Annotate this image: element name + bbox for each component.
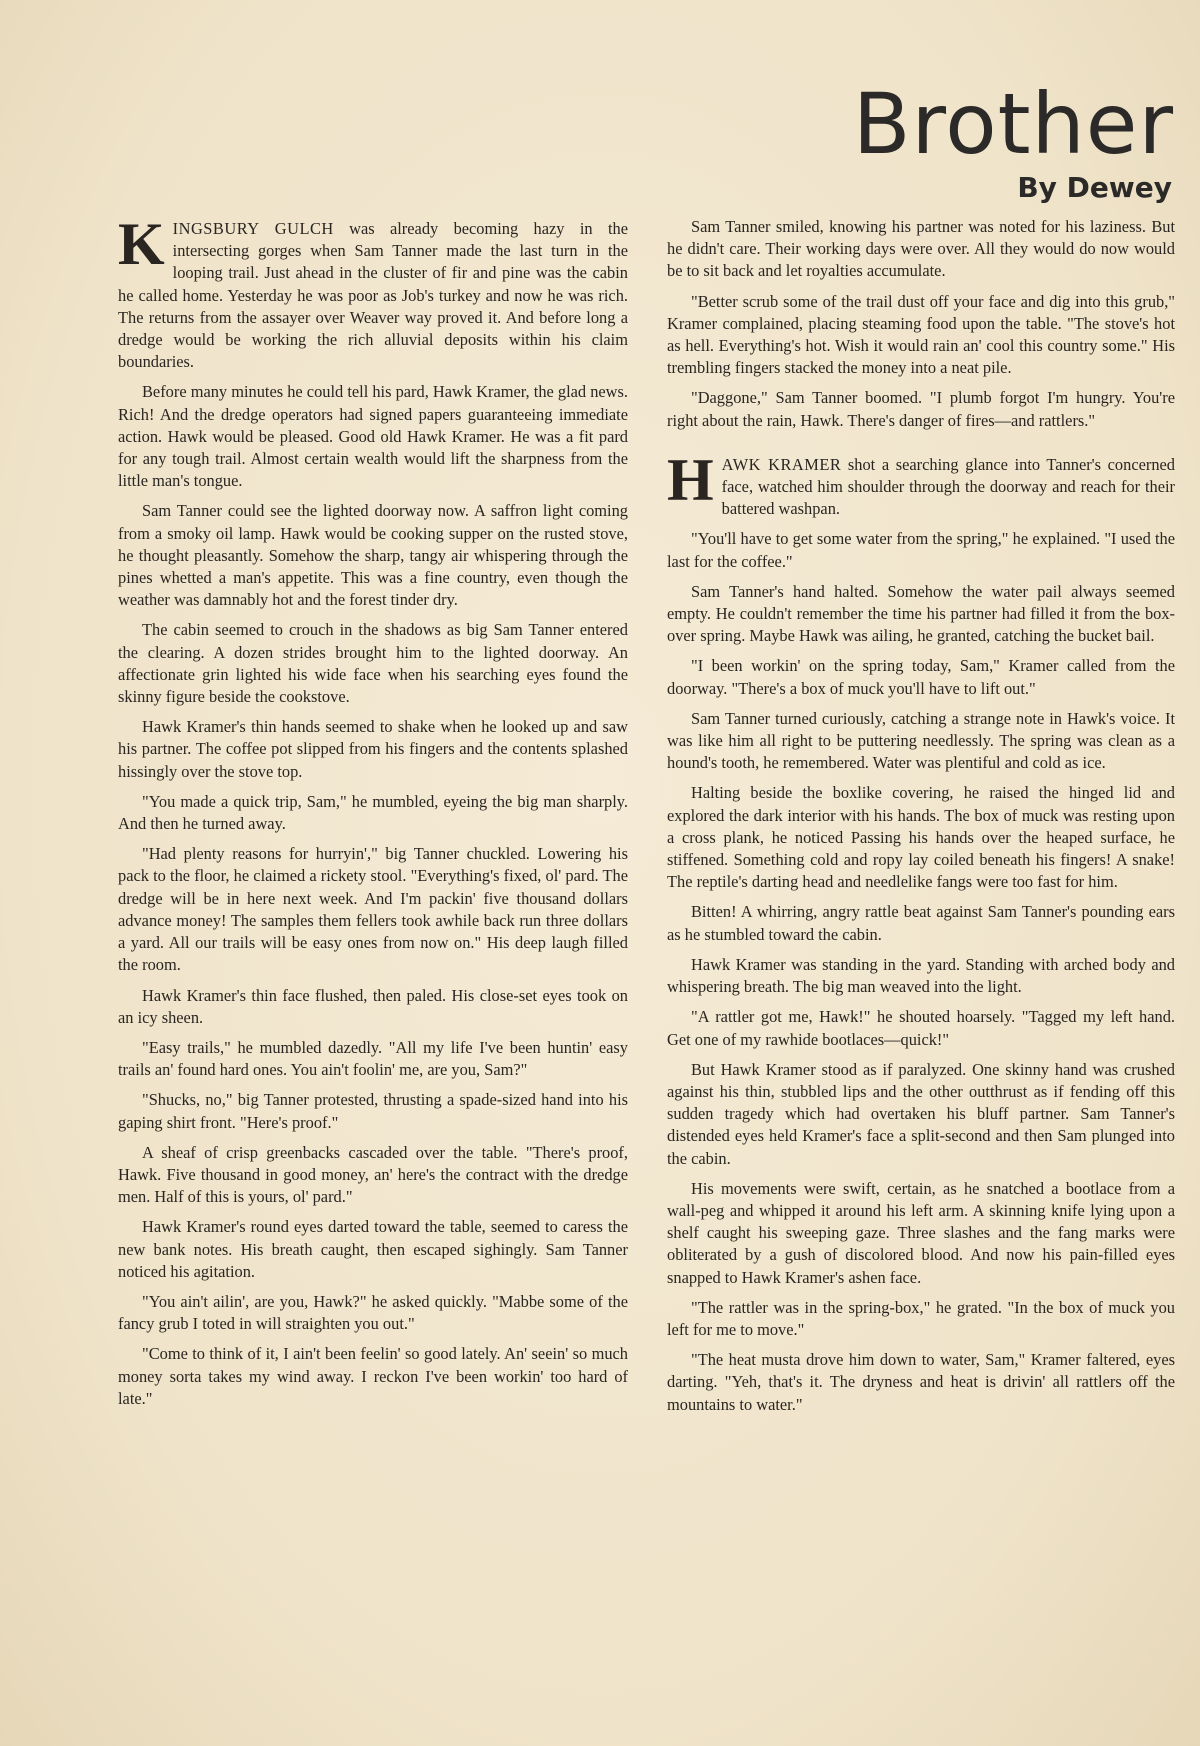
opening-paragraph	[118, 211, 628, 373]
paragraph: The cabin seemed to crouch in the shadows as big Sam Tanner entered the clearing. A dozen strides brought him to the lighted doorway. An affectionate grin lighted his wide face when his searching eyes found the skinny figure beside the cookstove.	[118, 620, 628, 707]
paragraph: Hawk Kramer's thin face flushed, then paled. His close-set eyes took on an icy sheen.	[118, 985, 628, 1027]
section-opening-paragraph	[667, 446, 1175, 521]
drop-cap-letter: H	[667, 446, 714, 513]
paragraph: Bitten! A whirring, angry rattle beat against Sam Tanner's pounding ears as he stumbled toward the cabin.	[667, 902, 1175, 944]
paragraph: "Easy trails," he mumbled dazedly. "All my life I've been huntin' easy trails an' found hard ones. You ain't foolin' me, are you, Sam?"	[118, 1037, 628, 1080]
section-break	[667, 440, 1175, 454]
paragraph: His movements were swift, certain, as he snatched a bootlace from a wall-peg and whipped it around his left arm. A skinning knife lying upon a shelf caught his sweeping gaze. Three slashes and the fang marks were obliterated by a gush of discolored blood. And now his pain-filled eyes snapped to Hawk Kramer's ashen face.	[667, 1178, 1175, 1287]
right-text-column	[667, 216, 1175, 1424]
paragraph-text: shot a searching glance into Tanner's concerned face, watched him shoulder through the doorway and reach for their battered washpan.	[721, 454, 1175, 519]
drop-cap-letter: K	[118, 211, 165, 277]
lead-in-words: INGSBURY GULCH	[172, 219, 334, 238]
paragraph: Sam Tanner could see the lighted doorway now. A saffron light coming from a smoky oil lamp. Hawk would be cooking supper on the rusted stove, he thought pleasantly. Somehow the sharp, tangy air whispering through the pines whetted a man's appetite. This was a fine country, even though the weather was damnably hot and the forest tinder dry.	[118, 501, 628, 610]
paragraph: "Better scrub some of the trail dust off your face and dig into this grub," Kramer complained, placing steaming food upon the table. "The stove's hot as hell. Everything's hot. Wish it would rain an' cool this country some." His trembling fingers stacked the money into a neat pile.	[667, 291, 1175, 378]
lead-in-words: AWK KRAMER	[721, 454, 842, 474]
author-byline: By Dewey	[1017, 171, 1172, 204]
paragraph: Hawk Kramer was standing in the yard. Standing with arched body and whispering breath. The big man weaved into the light.	[667, 954, 1175, 997]
paragraph: "You made a quick trip, Sam," he mumbled, eyeing the big man sharply. And then he turned away.	[118, 791, 628, 834]
paragraph: But Hawk Kramer stood as if paralyzed. One skinny hand was crushed against his thin, stubbled lips and the other outthrust as if fending off this sudden tragedy which had overtaken his bluff partner. Sam Tanner's distended eyes held Kramer's face a split-second and then Sam plunged into the cabin.	[667, 1059, 1175, 1168]
paragraph: Sam Tanner's hand halted. Somehow the water pail always seemed empty. He couldn't remember the time his partner had filled it from the box-over spring. Maybe Hawk was ailing, he granted, catching the bucket bail.	[667, 581, 1175, 646]
paragraph: Hawk Kramer's thin hands seemed to shake when he looked up and saw his partner. The coffee pot slipped from his fingers and the contents splashed hissingly over the stove top.	[118, 717, 628, 781]
paragraph: "Had plenty reasons for hurryin'," big Tanner chuckled. Lowering his pack to the floor, he claimed a rickety stool. "Everything's fixed, ol' pard. The dredge will be in here next week. And I'm packin' five thousand dollars advance money! The samples them fellers took awhile back run three dollars a yard. All our trails will be easy ones from now on." His deep laugh filled the room.	[118, 844, 628, 975]
paragraph: "I been workin' on the spring today, Sam," Kramer called from the doorway. "There's a box of muck you'll have to lift out."	[667, 656, 1175, 698]
paragraph: Hawk Kramer's round eyes darted toward the table, seemed to caress the new bank notes. His breath caught, then escaped sighingly. Sam Tanner noticed his agitation.	[118, 1217, 628, 1281]
left-text-column	[118, 211, 628, 1418]
paragraph-text: was already becoming hazy in the intersecting gorges when Sam Tanner made the last turn in the looping trail. Just ahead in the cluster of fir and pine was the cabin he called home. Yesterday he was poor as Job's turkey and now he was rich. The returns from the assayer over Weaver way proved it. And before long a dredge would be working the rich alluvial deposits within his claim boundaries.	[118, 219, 628, 372]
paragraph: "The heat musta drove him down to water, Sam," Kramer faltered, eyes darting. "Yeh, that's it. The dryness and heat is drivin' all rattlers off the mountains to water."	[667, 1350, 1175, 1414]
paragraph: Before many minutes he could tell his pard, Hawk Kramer, the glad news. Rich! And the dredge operators had signed papers guaranteeing immediate action. Hawk would be pleased. Good old Hawk Kramer. He was a fit pard for any tough trail. Almost certain wealth would lift the sharpness from the little man's tongue.	[118, 382, 628, 491]
paragraph: "A rattler got me, Hawk!" he shouted hoarsely. "Tagged my left hand. Get one of my rawhide bootlaces—quick!"	[667, 1007, 1175, 1049]
paragraph: Sam Tanner smiled, knowing his partner was noted for his laziness. But he didn't care. Their working days were over. All they would do now would be to sit back and let royalties accumulate.	[667, 217, 1175, 281]
paragraph: "Come to think of it, I ain't been feelin' so good lately. An' seein' so much money sorta takes my wind away. I reckon I've been workin' too hard of late."	[118, 1344, 628, 1408]
paragraph: "The rattler was in the spring-box," he grated. "In the box of muck you left for me to move."	[667, 1297, 1175, 1339]
paragraph: "Daggone," Sam Tanner boomed. "I plumb forgot I'm hungry. You're right about the rain, Hawk. There's danger of fires—and rattlers."	[667, 388, 1175, 430]
paragraph: Halting beside the boxlike covering, he raised the hinged lid and explored the dark interior with his hands. The box of muck was resting upon a cross plank, he noticed Passing his hands over the heaped surface, he stiffened. Something cold and ropy lay coiled beneath his fingers! A snake! The reptile's darting head and needlelike fangs were too fast for him.	[667, 783, 1175, 892]
paragraph: "You ain't ailin', are you, Hawk?" he asked quickly. "Mabbe some of the fancy grub I toted in will straighten you out."	[118, 1291, 628, 1334]
paragraph: Sam Tanner turned curiously, catching a strange note in Hawk's voice. It was like him all right to be puttering needlessly. The spring was clean as a hound's tooth, he remembered. Water was plentiful and cold as ice.	[667, 708, 1175, 773]
paragraph: "You'll have to get some water from the spring," he explained. "I used the last for the coffee."	[667, 529, 1175, 571]
story-title: Brother	[852, 75, 1174, 173]
paragraph: "Shucks, no," big Tanner protested, thrusting a spade-sized hand into his gaping shirt front. "Here's proof."	[118, 1090, 628, 1132]
paragraph: A sheaf of crisp greenbacks cascaded over the table. "There's proof, Hawk. Five thousand in good money, an' here's the contract with the dredge men. Half of this is yours, ol' pard."	[118, 1142, 628, 1207]
